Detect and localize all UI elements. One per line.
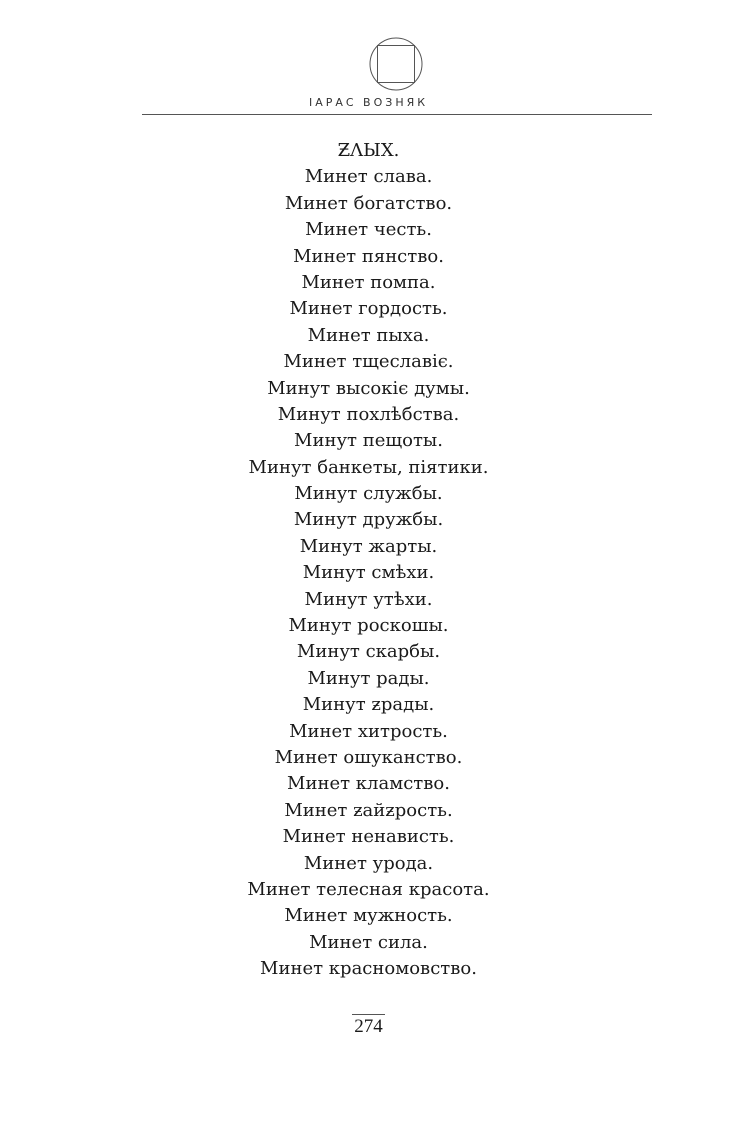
poem-line: Минет сила.	[309, 931, 428, 953]
poem-line: Минет гордость.	[289, 298, 448, 320]
poem-line: Минут рады.	[307, 667, 430, 689]
poem-line: Минут банкеты, піятики.	[248, 456, 489, 478]
poem-title: ƵΛЫХ.	[337, 140, 400, 161]
poem-line: Минет телесная красота.	[247, 878, 490, 900]
poem-line: Минет урода.	[303, 852, 434, 874]
poem-line: Минет кламство.	[287, 773, 450, 795]
running-header-author: ІАРАС ВОЗНЯК	[308, 96, 429, 109]
poem-line: Минет помпа.	[301, 271, 436, 293]
poem-line: Минут смѣхи.	[302, 562, 435, 584]
poem-line: Минет хитрость.	[289, 720, 448, 742]
poem-line: Минут дружбы.	[293, 509, 444, 531]
page-number-container	[0, 1014, 737, 1039]
emblem-icon	[369, 37, 423, 91]
poem-line: Минут службы.	[294, 483, 443, 505]
poem-line: Минут скарбы.	[296, 641, 441, 663]
poem-line: Минет пянство.	[293, 245, 444, 267]
poem-line: Минет слава.	[304, 166, 433, 188]
header-divider	[142, 114, 652, 115]
poem-line: Минет ненависть.	[282, 826, 455, 848]
poem-line: Минут жарты.	[299, 535, 438, 557]
poem-text	[0, 138, 737, 983]
poem-line: Минет честь.	[305, 219, 432, 241]
poem-line: Минут высокіє думы.	[267, 377, 470, 399]
poem-line: Минет красномовство.	[260, 958, 477, 980]
page-number: 274	[354, 1016, 383, 1037]
poem-line: Минет ошуканство.	[274, 746, 463, 768]
poem-line: Минут утѣхи.	[304, 588, 433, 610]
poem-line: Минут роскошы.	[288, 615, 449, 637]
poem-line: Минут пещоты.	[294, 430, 443, 452]
poem-line: Минет ƶайƶрость.	[284, 799, 453, 821]
poem-line: Минет пыха.	[307, 324, 430, 346]
poem-line: Минет богатство.	[284, 192, 453, 214]
poem-line: Минут ƶрады.	[302, 694, 435, 716]
poem-line: Минет мужность.	[284, 905, 453, 927]
poem-line: Минет тщеславіє.	[283, 351, 454, 373]
poem-line: Минут похлѣбства.	[277, 403, 460, 425]
